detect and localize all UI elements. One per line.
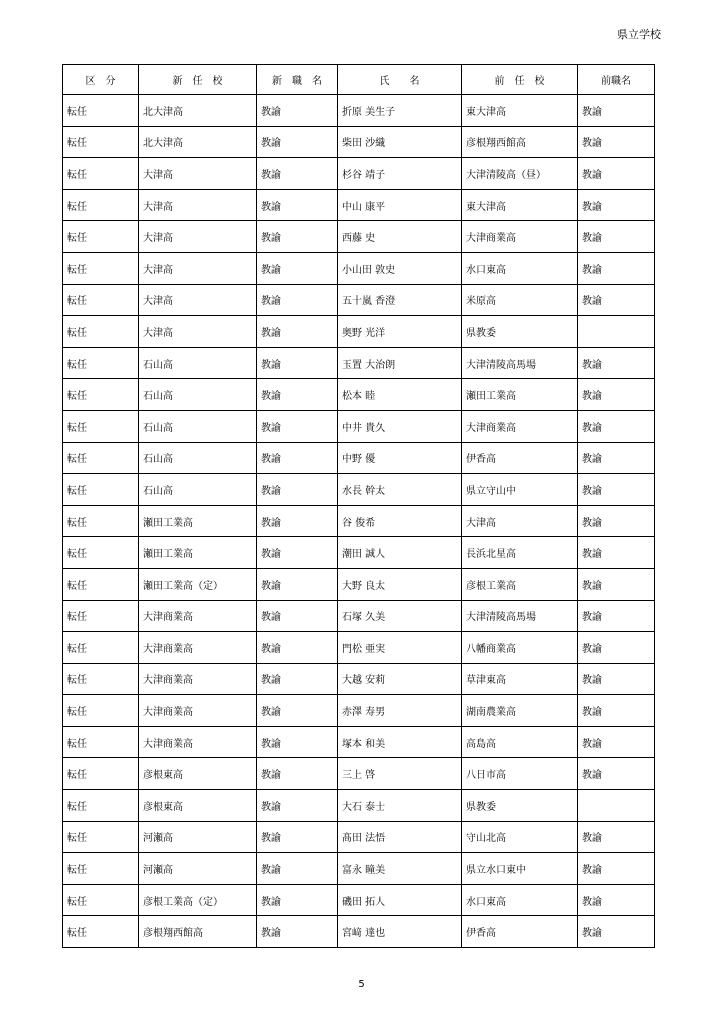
- cell-category: 転任: [63, 663, 139, 695]
- cell-previous-position: 教諭: [578, 95, 655, 127]
- cell-previous-school: 大津高: [462, 505, 578, 537]
- table-row: [63, 189, 655, 221]
- cell-name: 大石 泰士: [338, 790, 462, 822]
- cell-previous-school: 伊香高: [462, 442, 578, 474]
- cell-category: 転任: [63, 916, 139, 948]
- cell-previous-school: 湖南農業高: [462, 695, 578, 727]
- table-row: [63, 790, 655, 822]
- cell-name: 三上 啓: [338, 758, 462, 790]
- table-row: [63, 252, 655, 284]
- table-row: [63, 663, 655, 695]
- cell-name: 中山 康平: [338, 189, 462, 221]
- category-label: 県立学校: [617, 28, 661, 41]
- cell-new-school: 瀬田工業高（定）: [139, 568, 257, 600]
- cell-name: 大越 安莉: [338, 663, 462, 695]
- cell-category: 転任: [63, 758, 139, 790]
- cell-previous-school: 県教委: [462, 790, 578, 822]
- cell-new-position: 教諭: [257, 853, 338, 885]
- table-row: [63, 600, 655, 632]
- cell-new-position: 教諭: [257, 916, 338, 948]
- table-row: [63, 221, 655, 253]
- cell-previous-position: 教諭: [578, 126, 655, 158]
- cell-name: 中野 優: [338, 442, 462, 474]
- cell-new-position: 教諭: [257, 126, 338, 158]
- cell-new-position: 教諭: [257, 505, 338, 537]
- cell-previous-position: 教諭: [578, 221, 655, 253]
- cell-name: 玉置 大治朗: [338, 347, 462, 379]
- table-row: [63, 821, 655, 853]
- cell-category: 転任: [63, 316, 139, 348]
- cell-name: 中井 貴久: [338, 410, 462, 442]
- cell-category: 転任: [63, 695, 139, 727]
- cell-category: 転任: [63, 158, 139, 190]
- cell-new-position: 教諭: [257, 284, 338, 316]
- cell-previous-school: 八幡商業高: [462, 632, 578, 664]
- cell-new-position: 教諭: [257, 600, 338, 632]
- cell-new-position: 教諭: [257, 95, 338, 127]
- table-row: [63, 379, 655, 411]
- cell-new-school: 大津高: [139, 158, 257, 190]
- cell-new-school: 大津商業高: [139, 663, 257, 695]
- cell-category: 転任: [63, 632, 139, 664]
- cell-name: 水長 幹太: [338, 474, 462, 506]
- cell-name: 石塚 久美: [338, 600, 462, 632]
- cell-new-position: 教諭: [257, 695, 338, 727]
- cell-previous-school: 大津商業高: [462, 221, 578, 253]
- cell-previous-school: 守山北高: [462, 821, 578, 853]
- cell-new-school: 彦根翔西館高: [139, 916, 257, 948]
- cell-previous-position: 教諭: [578, 537, 655, 569]
- cell-category: 転任: [63, 853, 139, 885]
- cell-category: 転任: [63, 537, 139, 569]
- cell-previous-school: 水口東高: [462, 884, 578, 916]
- cell-new-school: 大津高: [139, 252, 257, 284]
- cell-previous-position: 教諭: [578, 505, 655, 537]
- cell-previous-school: 東大津高: [462, 95, 578, 127]
- cell-category: 転任: [63, 379, 139, 411]
- cell-previous-position: 教諭: [578, 347, 655, 379]
- table-row: [63, 632, 655, 664]
- cell-new-position: 教諭: [257, 158, 338, 190]
- table-row: [63, 726, 655, 758]
- cell-previous-position: 教諭: [578, 284, 655, 316]
- cell-name: 磯田 拓人: [338, 884, 462, 916]
- cell-name: 潮田 誠人: [338, 537, 462, 569]
- column-header-name: 氏 名: [338, 65, 462, 95]
- cell-name: 奥野 光洋: [338, 316, 462, 348]
- column-header-new-position: 新 職 名: [257, 65, 338, 95]
- cell-new-position: 教諭: [257, 537, 338, 569]
- cell-category: 転任: [63, 252, 139, 284]
- cell-name: 柴田 沙織: [338, 126, 462, 158]
- table-row: [63, 916, 655, 948]
- cell-new-school: 大津高: [139, 189, 257, 221]
- cell-name: 谷 俊希: [338, 505, 462, 537]
- cell-previous-position: 教諭: [578, 379, 655, 411]
- cell-new-position: 教諭: [257, 726, 338, 758]
- cell-new-school: 河瀬高: [139, 853, 257, 885]
- cell-previous-school: 高島高: [462, 726, 578, 758]
- table-row: [63, 158, 655, 190]
- cell-previous-school: 大津清陵高（昼）: [462, 158, 578, 190]
- table-row: [63, 410, 655, 442]
- cell-previous-position: 教諭: [578, 568, 655, 600]
- table-header-row: [63, 65, 655, 95]
- cell-previous-position: 教諭: [578, 189, 655, 221]
- cell-name: 西藤 史: [338, 221, 462, 253]
- cell-category: 転任: [63, 221, 139, 253]
- cell-new-position: 教諭: [257, 568, 338, 600]
- table-row: [63, 853, 655, 885]
- cell-new-school: 石山高: [139, 347, 257, 379]
- cell-previous-school: 県教委: [462, 316, 578, 348]
- cell-name: 松本 睦: [338, 379, 462, 411]
- cell-previous-school: 伊香高: [462, 916, 578, 948]
- cell-name: 五十嵐 香澄: [338, 284, 462, 316]
- cell-category: 転任: [63, 442, 139, 474]
- cell-previous-position: 教諭: [578, 853, 655, 885]
- table-row: [63, 316, 655, 348]
- cell-new-position: 教諭: [257, 410, 338, 442]
- cell-category: 転任: [63, 821, 139, 853]
- table-row: [63, 884, 655, 916]
- cell-name: 大野 良太: [338, 568, 462, 600]
- table-row: [63, 95, 655, 127]
- table-row: [63, 126, 655, 158]
- cell-previous-position: 教諭: [578, 758, 655, 790]
- cell-category: 転任: [63, 505, 139, 537]
- cell-new-position: 教諭: [257, 442, 338, 474]
- cell-new-position: 教諭: [257, 189, 338, 221]
- cell-category: 転任: [63, 284, 139, 316]
- cell-previous-position: 教諭: [578, 632, 655, 664]
- table-row: [63, 568, 655, 600]
- cell-name: 宮﨑 達也: [338, 916, 462, 948]
- cell-category: 転任: [63, 410, 139, 442]
- cell-new-school: 石山高: [139, 379, 257, 411]
- cell-new-position: 教諭: [257, 632, 338, 664]
- cell-new-school: 大津高: [139, 284, 257, 316]
- table-body: [63, 95, 655, 948]
- cell-name: 杉谷 靖子: [338, 158, 462, 190]
- cell-category: 転任: [63, 189, 139, 221]
- cell-previous-school: 米原高: [462, 284, 578, 316]
- cell-new-position: 教諭: [257, 252, 338, 284]
- cell-new-position: 教諭: [257, 663, 338, 695]
- column-header-category: 区 分: [63, 65, 139, 95]
- cell-category: 転任: [63, 126, 139, 158]
- table-row: [63, 284, 655, 316]
- cell-new-school: 大津高: [139, 316, 257, 348]
- cell-category: 転任: [63, 95, 139, 127]
- cell-name: 小山田 敦史: [338, 252, 462, 284]
- cell-previous-school: 長浜北星高: [462, 537, 578, 569]
- cell-previous-school: 水口東高: [462, 252, 578, 284]
- table-row: [63, 442, 655, 474]
- cell-new-position: 教諭: [257, 474, 338, 506]
- personnel-table: [62, 64, 655, 948]
- cell-previous-school: 大津清陵高馬場: [462, 347, 578, 379]
- cell-new-school: 石山高: [139, 442, 257, 474]
- cell-previous-school: 彦根工業高: [462, 568, 578, 600]
- cell-previous-position: 教諭: [578, 695, 655, 727]
- cell-new-school: 大津高: [139, 221, 257, 253]
- cell-new-school: 瀬田工業高: [139, 505, 257, 537]
- cell-new-position: 教諭: [257, 790, 338, 822]
- cell-new-school: 大津商業高: [139, 632, 257, 664]
- cell-new-position: 教諭: [257, 316, 338, 348]
- cell-new-school: 北大津高: [139, 126, 257, 158]
- table-row: [63, 347, 655, 379]
- table-row: [63, 474, 655, 506]
- cell-previous-position: 教諭: [578, 410, 655, 442]
- table-row: [63, 505, 655, 537]
- table-row: [63, 537, 655, 569]
- cell-previous-school: 八日市高: [462, 758, 578, 790]
- cell-new-school: 大津商業高: [139, 600, 257, 632]
- cell-new-school: 彦根工業高（定）: [139, 884, 257, 916]
- cell-previous-position: [578, 316, 655, 348]
- cell-previous-position: 教諭: [578, 158, 655, 190]
- cell-new-school: 瀬田工業高: [139, 537, 257, 569]
- column-header-previous-position: 前職名: [578, 65, 655, 95]
- cell-previous-school: 草津東高: [462, 663, 578, 695]
- cell-new-position: 教諭: [257, 221, 338, 253]
- cell-new-position: 教諭: [257, 821, 338, 853]
- cell-name: 赤澤 寿男: [338, 695, 462, 727]
- cell-new-position: 教諭: [257, 347, 338, 379]
- cell-name: 塚本 和美: [338, 726, 462, 758]
- cell-name: 門松 亜実: [338, 632, 462, 664]
- cell-previous-position: 教諭: [578, 821, 655, 853]
- cell-category: 転任: [63, 790, 139, 822]
- cell-previous-position: 教諭: [578, 663, 655, 695]
- cell-previous-position: 教諭: [578, 916, 655, 948]
- cell-previous-position: 教諭: [578, 884, 655, 916]
- cell-previous-position: [578, 790, 655, 822]
- cell-name: 富永 瞳美: [338, 853, 462, 885]
- cell-previous-position: 教諭: [578, 252, 655, 284]
- cell-new-school: 石山高: [139, 410, 257, 442]
- cell-category: 転任: [63, 347, 139, 379]
- cell-new-position: 教諭: [257, 758, 338, 790]
- cell-category: 転任: [63, 884, 139, 916]
- table-row: [63, 758, 655, 790]
- cell-previous-school: 大津商業高: [462, 410, 578, 442]
- cell-new-school: 北大津高: [139, 95, 257, 127]
- cell-previous-position: 教諭: [578, 600, 655, 632]
- cell-new-position: 教諭: [257, 884, 338, 916]
- cell-previous-school: 彦根翔西館高: [462, 126, 578, 158]
- cell-new-position: 教諭: [257, 379, 338, 411]
- cell-new-school: 大津商業高: [139, 695, 257, 727]
- cell-new-school: 河瀬高: [139, 821, 257, 853]
- cell-name: 折原 美生子: [338, 95, 462, 127]
- table-row: [63, 695, 655, 727]
- cell-previous-position: 教諭: [578, 442, 655, 474]
- cell-new-school: 石山高: [139, 474, 257, 506]
- cell-previous-school: 県立守山中: [462, 474, 578, 506]
- cell-category: 転任: [63, 726, 139, 758]
- cell-new-school: 彦根東高: [139, 758, 257, 790]
- cell-new-school: 大津商業高: [139, 726, 257, 758]
- cell-previous-school: 東大津高: [462, 189, 578, 221]
- cell-category: 転任: [63, 600, 139, 632]
- cell-previous-school: 大津清陵高馬場: [462, 600, 578, 632]
- cell-name: 髙田 法悟: [338, 821, 462, 853]
- page-number: 5: [358, 979, 365, 990]
- cell-category: 転任: [63, 568, 139, 600]
- column-header-previous-school: 前 任 校: [462, 65, 578, 95]
- cell-previous-school: 瀬田工業高: [462, 379, 578, 411]
- cell-category: 転任: [63, 474, 139, 506]
- column-header-new-school: 新 任 校: [139, 65, 257, 95]
- cell-previous-position: 教諭: [578, 726, 655, 758]
- cell-new-school: 彦根東高: [139, 790, 257, 822]
- cell-previous-position: 教諭: [578, 474, 655, 506]
- cell-previous-school: 県立水口東中: [462, 853, 578, 885]
